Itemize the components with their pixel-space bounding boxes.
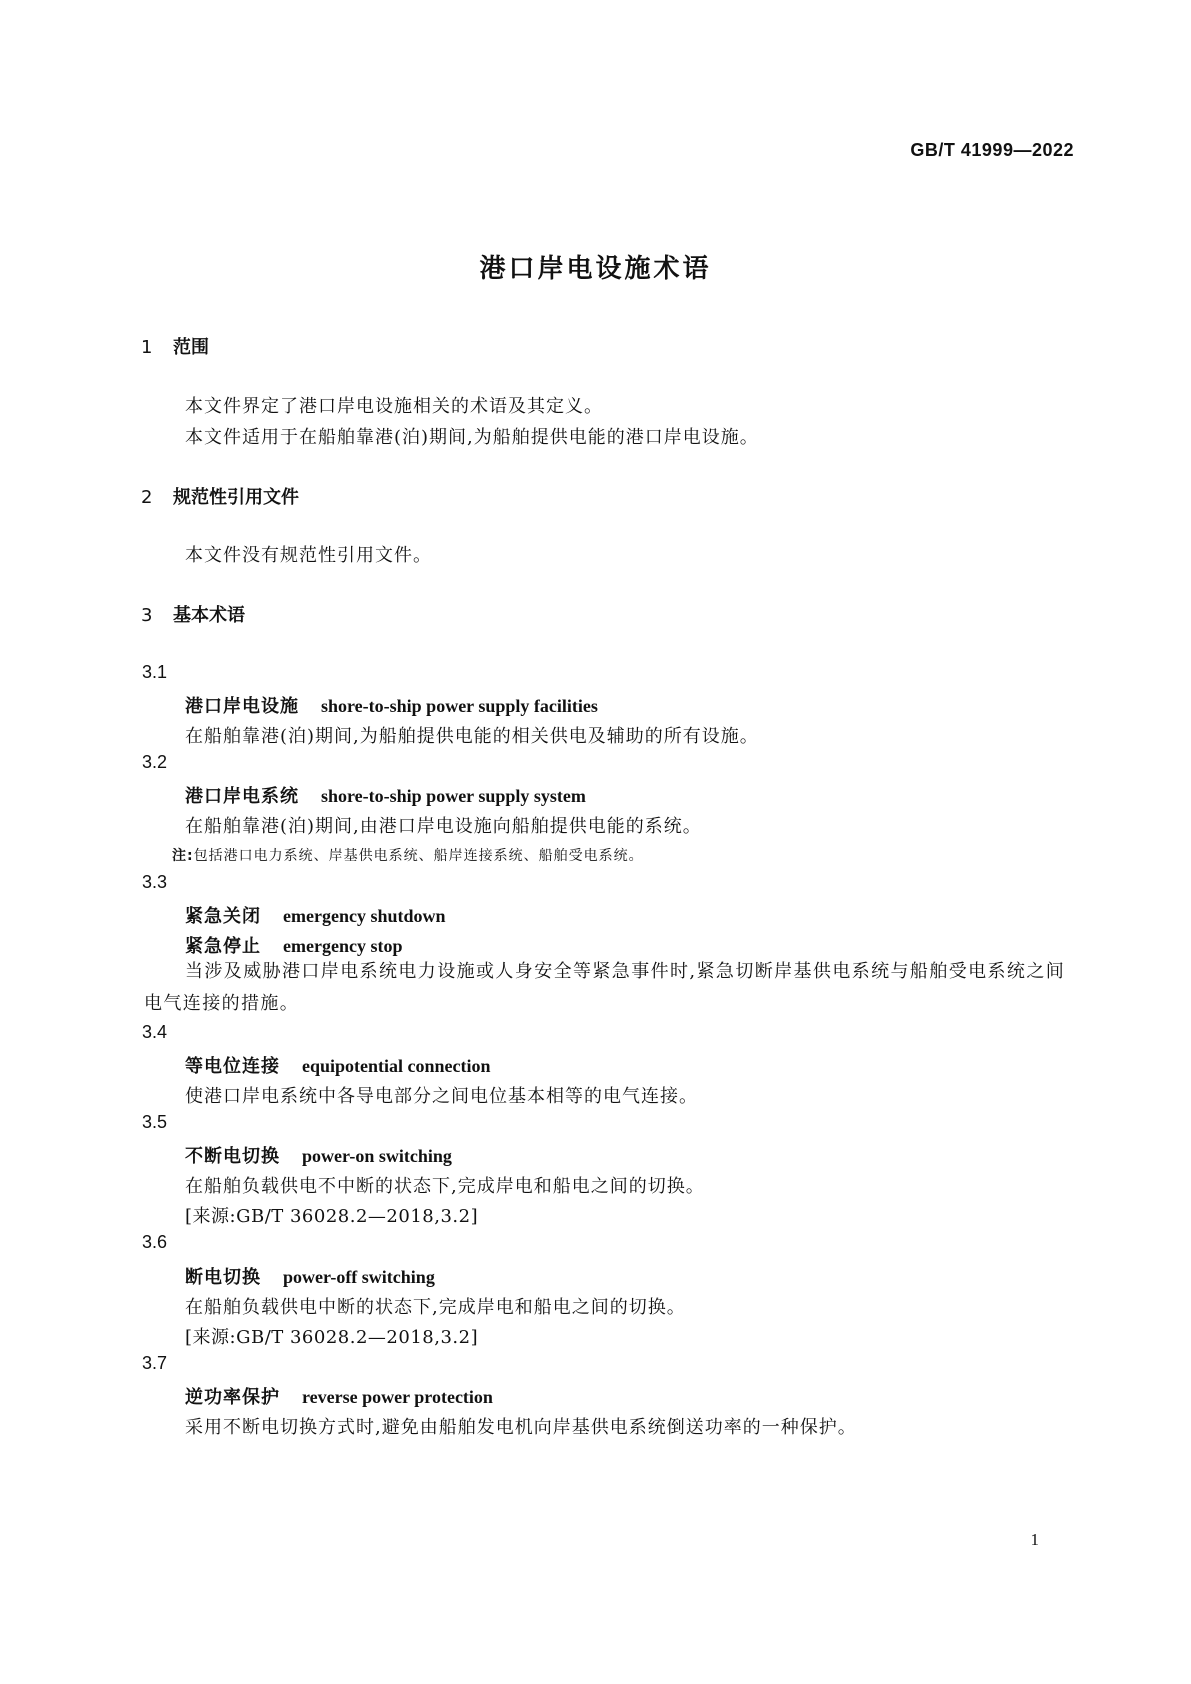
page-number: 1 <box>1030 1530 1039 1549</box>
term-number: 3.5 <box>142 1112 168 1132</box>
term-name <box>185 1263 435 1289</box>
term-number: 3.1 <box>142 662 168 682</box>
term-zh: 不断电切换 <box>185 1146 280 1167</box>
term-number: 3.3 <box>142 872 168 892</box>
term-source: [来源:GB/T 36028.2—2018,3.2] <box>185 1206 479 1227</box>
term-note <box>172 845 644 865</box>
section-title: 范围 <box>173 337 209 358</box>
term-zh: 紧急停止 <box>185 936 261 957</box>
term-definition: 当涉及威胁港口岸电系统电力设施或人身安全等紧急事件时,紧急切断岸基供电系统与船舶受电系统之间电气连接的措施。 <box>144 961 1066 1014</box>
term-name <box>185 1383 493 1409</box>
section-3-heading <box>141 601 245 627</box>
term-number: 3.2 <box>142 752 168 772</box>
term-en: emergency shutdown <box>283 906 446 926</box>
term-zh: 逆功率保护 <box>185 1387 280 1408</box>
term-zh: 等电位连接 <box>185 1056 280 1077</box>
term-definition: 在船舶靠港(泊)期间,由港口岸电设施向船舶提供电能的系统。 <box>185 816 702 837</box>
term-zh: 港口岸电系统 <box>185 786 299 807</box>
term-definition: 在船舶负载供电中断的状态下,完成岸电和船电之间的切换。 <box>185 1297 686 1318</box>
term-en: power-off switching <box>283 1267 435 1287</box>
term-name <box>185 1052 491 1078</box>
term-name-synonym <box>185 932 402 958</box>
paragraph: 本文件没有规范性引用文件。 <box>185 545 432 566</box>
section-number: 1 <box>141 337 153 358</box>
section-number: 3 <box>141 605 153 626</box>
term-definition: 使港口岸电系统中各导电部分之间电位基本相等的电气连接。 <box>185 1086 698 1107</box>
term-number: 3.7 <box>142 1353 168 1373</box>
note-text: 包括港口电力系统、岸基供电系统、船岸连接系统、船舶受电系统。 <box>193 848 644 864</box>
term-zh: 断电切换 <box>185 1267 261 1288</box>
section-title: 基本术语 <box>173 605 245 626</box>
term-definition: 采用不断电切换方式时,避免由船舶发电机向岸基供电系统倒送功率的一种保护。 <box>185 1417 857 1438</box>
note-label: 注: <box>172 848 194 864</box>
term-zh: 港口岸电设施 <box>185 696 299 717</box>
term-source: [来源:GB/T 36028.2—2018,3.2] <box>185 1327 479 1348</box>
standard-number: GB/T 41999—2022 <box>910 140 1074 160</box>
term-en: equipotential connection <box>302 1056 491 1076</box>
term-en: emergency stop <box>283 936 403 956</box>
term-definition: 在船舶负载供电不中断的状态下,完成岸电和船电之间的切换。 <box>185 1176 705 1197</box>
term-en: power-on switching <box>302 1146 452 1166</box>
term-name <box>185 902 446 928</box>
term-en: shore-to-ship power supply system <box>321 786 586 806</box>
term-number: 3.6 <box>142 1232 168 1252</box>
term-name <box>185 692 598 718</box>
section-1-heading <box>141 333 209 359</box>
term-en: shore-to-ship power supply facilities <box>321 696 598 716</box>
paragraph: 本文件界定了港口岸电设施相关的术语及其定义。 <box>185 396 603 417</box>
term-name <box>185 782 586 808</box>
paragraph: 本文件适用于在船舶靠港(泊)期间,为船舶提供电能的港口岸电设施。 <box>185 427 759 448</box>
section-title: 规范性引用文件 <box>173 487 299 508</box>
document-title: 港口岸电设施术语 <box>479 254 712 284</box>
term-name <box>185 1142 452 1168</box>
term-number: 3.4 <box>142 1022 168 1042</box>
term-en: reverse power protection <box>302 1387 493 1407</box>
term-zh: 紧急关闭 <box>185 906 261 927</box>
term-definition: 在船舶靠港(泊)期间,为船舶提供电能的相关供电及辅助的所有设施。 <box>185 726 759 747</box>
section-2-heading <box>141 483 299 509</box>
section-number: 2 <box>141 487 153 508</box>
